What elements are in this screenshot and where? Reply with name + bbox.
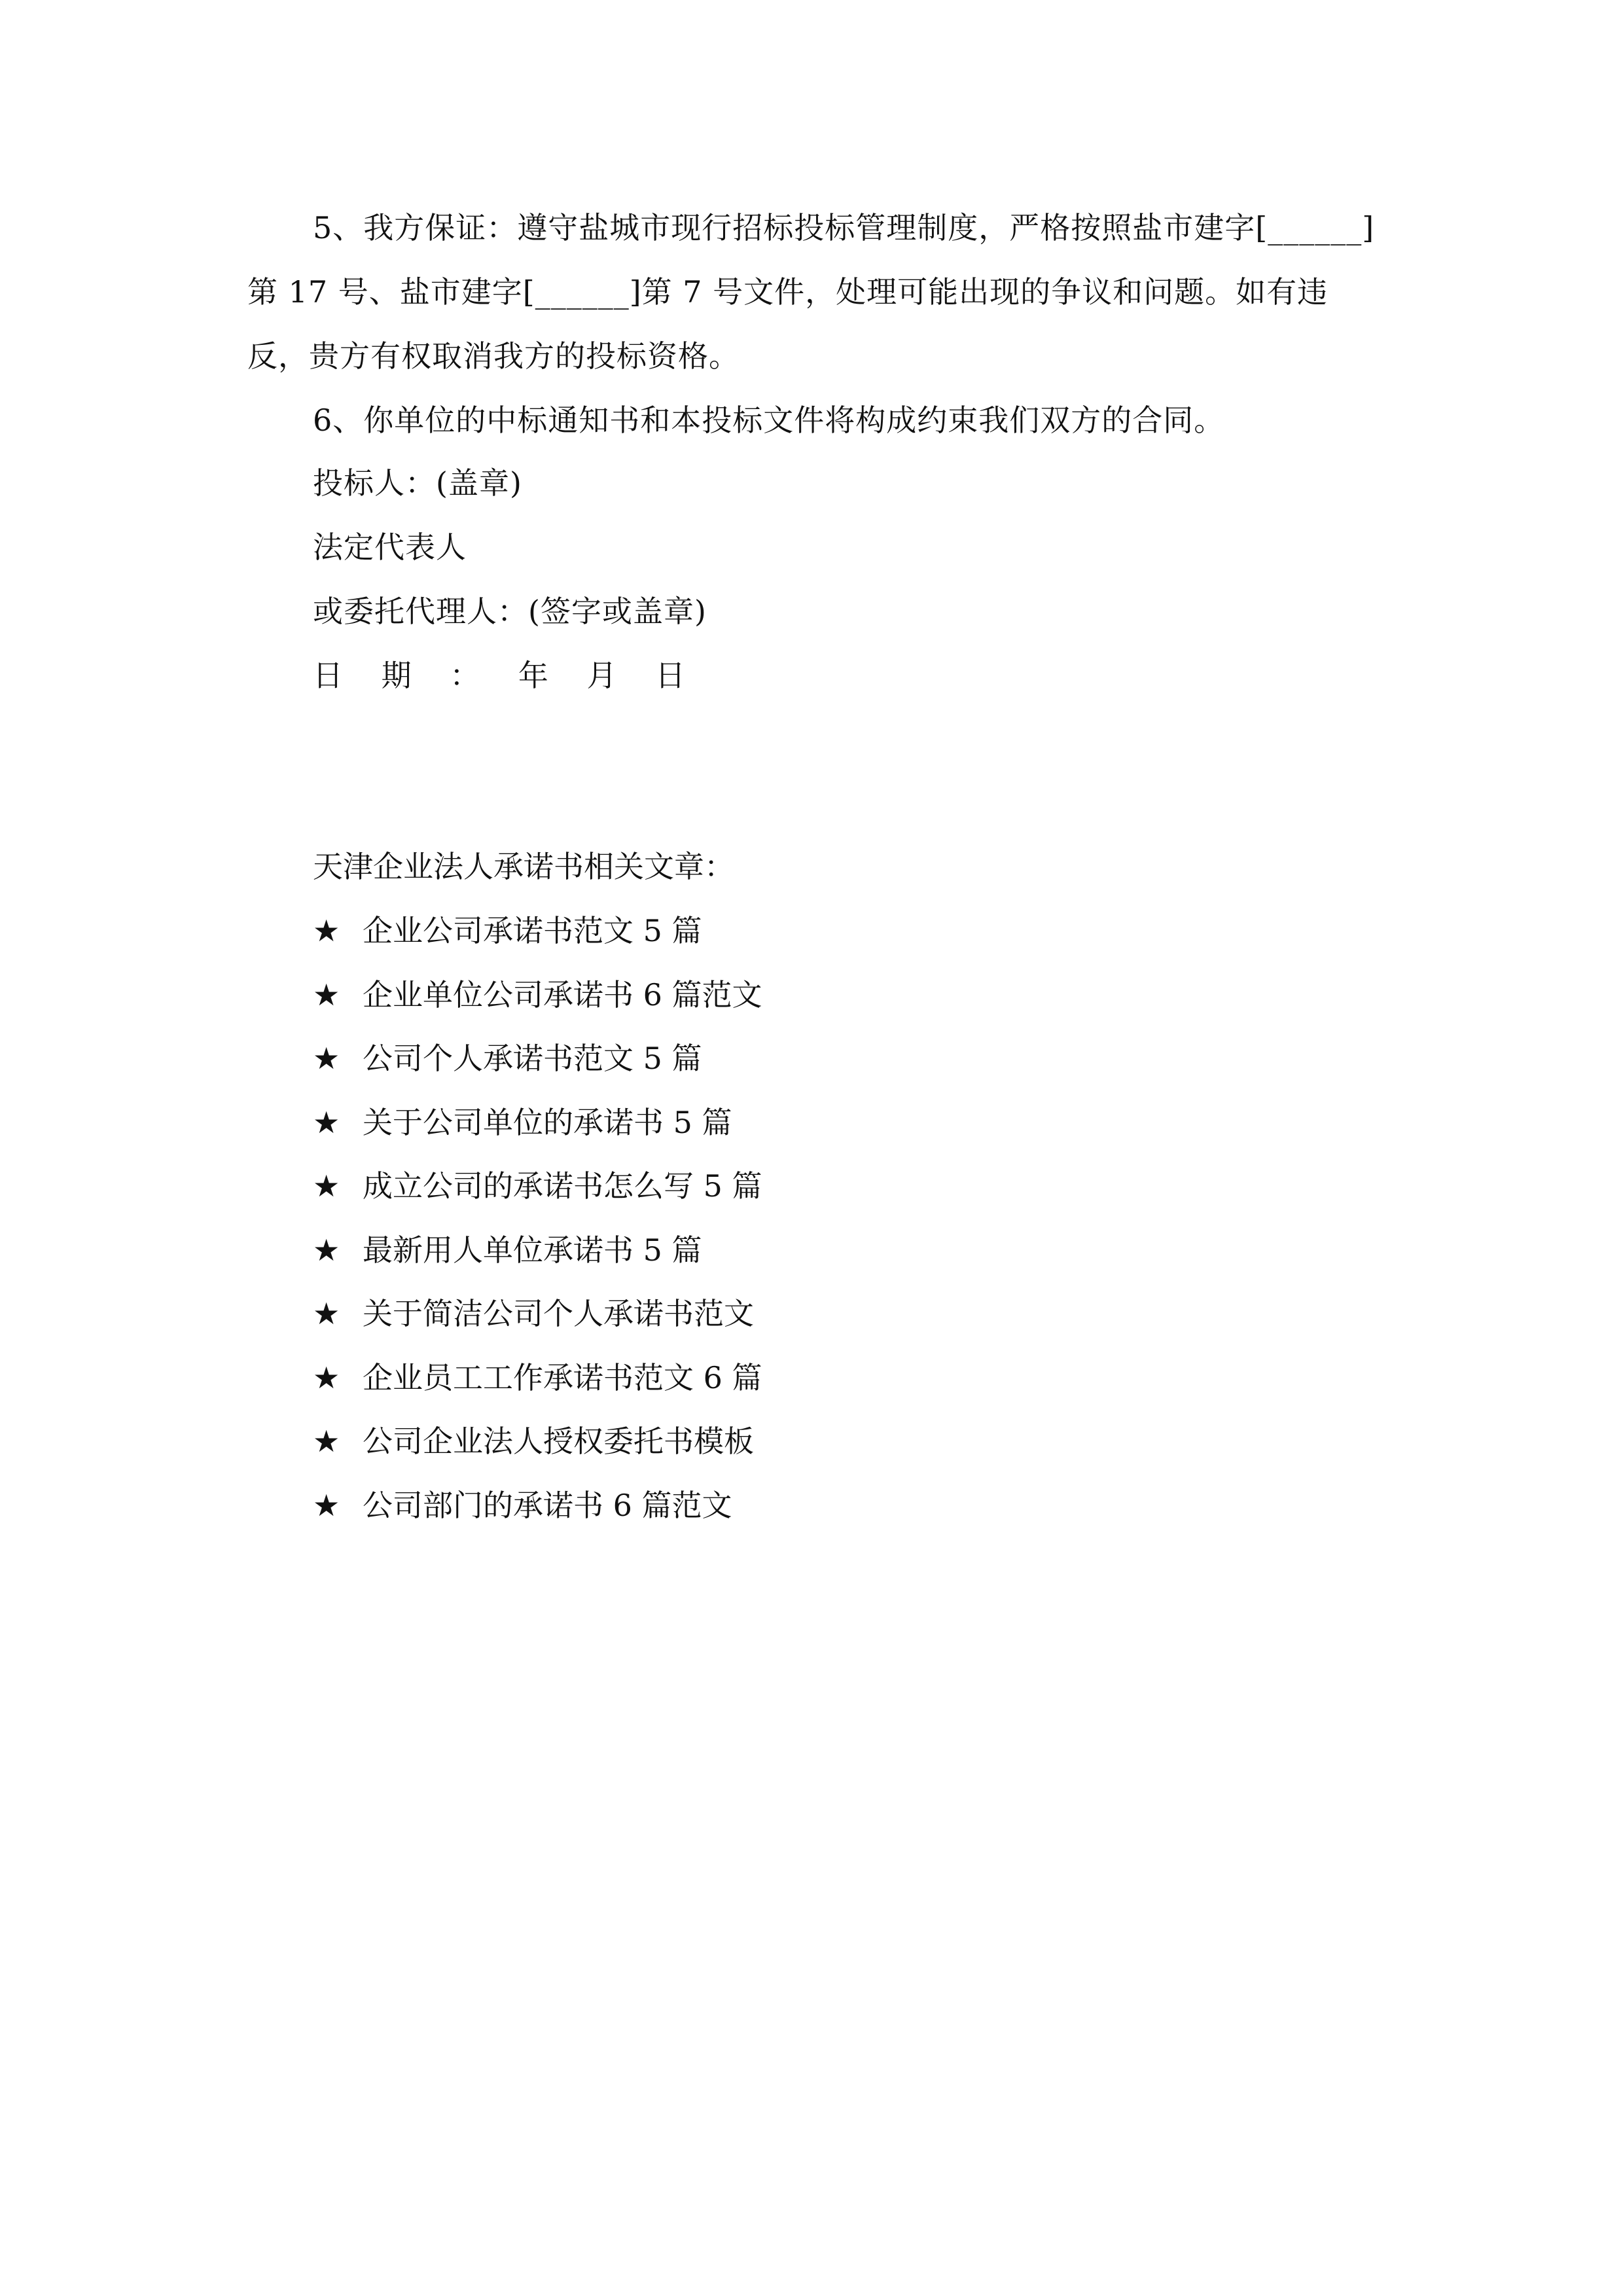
related-article-item[interactable] [313,1166,762,1230]
related-article-item[interactable] [313,1294,762,1358]
signature-bidder: 投标人：(盖章) [313,465,522,501]
related-article-link[interactable]: 成立公司的承诺书怎么写 5 篇 [363,1168,762,1204]
star-icon: ★ [313,1424,340,1459]
paragraph-5-line-3: 反，贵方有权取消我方的投标资格。 [247,338,740,374]
related-article-item[interactable] [313,911,762,975]
paragraph-5-line-1: 5、我方保证：遵守盐城市现行招标投标管理制度，严格按照盐市建字[______] [313,210,1375,245]
star-icon: ★ [313,1104,340,1140]
related-article-link[interactable]: 公司个人承诺书范文 5 篇 [363,1041,702,1076]
star-icon: ★ [313,977,340,1013]
related-article-item[interactable] [313,1039,762,1103]
related-article-link[interactable]: 关于公司单位的承诺书 5 篇 [363,1104,732,1140]
star-icon: ★ [313,1232,340,1268]
star-icon: ★ [313,1168,340,1204]
related-article-item[interactable] [313,1103,762,1167]
star-icon: ★ [313,1359,340,1395]
related-articles-list [313,911,762,1549]
related-article-item[interactable] [313,1422,762,1486]
star-icon: ★ [313,913,340,948]
signature-date: 日 期 ： 年 月 日 [313,658,700,693]
related-article-item[interactable] [313,975,762,1039]
paragraph-5-line-2: 第 17 号、盐市建字[______]第 7 号文件，处理可能出现的争议和问题。如有违 [247,274,1329,310]
signature-legal-rep: 法定代表人 [313,529,467,565]
paragraph-6: 6、你单位的中标通知书和本投标文件将构成约束我们双方的合同。 [313,403,1225,438]
star-icon: ★ [313,1296,340,1331]
related-articles-title: 天津企业法人承诺书相关文章： [313,849,734,884]
related-article-link[interactable]: 关于简洁公司个人承诺书范文 [363,1296,754,1331]
related-article-link[interactable]: 公司企业法人授权委托书模板 [363,1424,754,1459]
star-icon: ★ [313,1487,340,1523]
related-article-link[interactable]: 公司部门的承诺书 6 篇范文 [363,1487,732,1523]
related-article-link[interactable]: 企业员工工作承诺书范文 6 篇 [363,1359,762,1395]
signature-agent: 或委托代理人：(签字或盖章) [313,594,707,629]
related-article-link[interactable]: 企业单位公司承诺书 6 篇范文 [363,977,762,1013]
star-icon: ★ [313,1041,340,1076]
related-article-item[interactable] [313,1230,762,1295]
related-article-link[interactable]: 企业公司承诺书范文 5 篇 [363,913,702,948]
related-article-link[interactable]: 最新用人单位承诺书 5 篇 [363,1232,702,1268]
related-article-item[interactable] [313,1358,762,1422]
related-article-item[interactable] [313,1486,762,1550]
